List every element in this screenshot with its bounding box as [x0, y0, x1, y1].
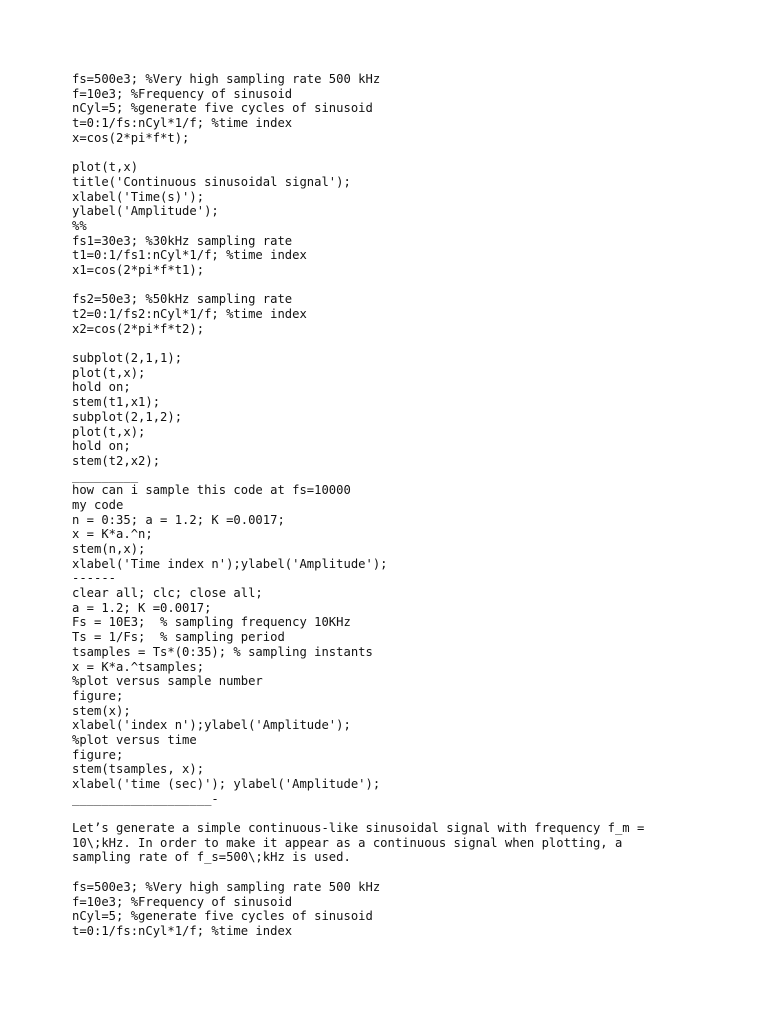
text-line: figure; [72, 688, 124, 703]
text-line: t1=0:1/fs1:nCyl*1/f; %time index [72, 248, 307, 263]
text-line: my code [72, 497, 124, 512]
text-line: x = K*a.^tsamples; [72, 659, 205, 674]
text-line: tsamples = Ts*(0:35); % sampling instants [72, 644, 373, 659]
text-line: %plot versus sample number [72, 674, 263, 689]
text-line: a = 1.2; K =0.0017; [72, 600, 212, 615]
text-line: xlabel('index n');ylabel('Amplitude'); [72, 718, 351, 733]
blank-line [72, 336, 712, 351]
text-line: x=cos(2*pi*f*t); [72, 130, 190, 145]
text-line: f=10e3; %Frequency of sinusoid [72, 894, 293, 909]
text-line: ylabel('Amplitude'); [72, 204, 219, 219]
text-line: hold on; [72, 380, 131, 395]
text-line: clear all; clc; close all; [72, 586, 263, 601]
blank-line [72, 806, 712, 821]
text-line: f=10e3; %Frequency of sinusoid [72, 86, 293, 101]
text-line: x1=cos(2*pi*f*t1); [72, 262, 205, 277]
text-line: how can i sample this code at fs=10000 [72, 483, 351, 498]
text-line: plot(t,x); [72, 424, 146, 439]
text-line: Fs = 10E3; % sampling frequency 10KHz [72, 615, 351, 630]
text-line: stem(tsamples, x); [72, 762, 205, 777]
text-line: stem(t2,x2); [72, 453, 161, 468]
text-line: fs=500e3; %Very high sampling rate 500 kHz [72, 72, 381, 86]
text-line: Let’s generate a simple continuous-like sinusoidal signal with frequency f_m = [72, 821, 645, 836]
text-line: fs=500e3; %Very high sampling rate 500 kHz [72, 879, 381, 894]
text-line: figure; [72, 747, 124, 762]
text-line: plot(t,x); [72, 365, 146, 380]
text-line: 10\;kHz. In order to make it appear as a continuous signal when plotting, a [72, 835, 623, 850]
text-line: ------ [72, 571, 117, 586]
blank-line [72, 278, 712, 293]
text-line: stem(x); [72, 703, 131, 718]
text-line: %% [72, 218, 87, 233]
text-line: stem(n,x); [72, 542, 146, 556]
text-line: sampling rate of f_s=500\;kHz is used. [72, 850, 351, 865]
text-line: t=0:1/fs:nCyl*1/f; %time index [72, 116, 293, 131]
code-text-block [72, 72, 712, 939]
text-line: x2=cos(2*pi*f*t2); [72, 321, 205, 336]
text-line: fs2=50e3; %50kHz sampling rate [72, 292, 293, 307]
text-line: fs1=30e3; %30kHz sampling rate [72, 233, 293, 248]
text-line: hold on; [72, 439, 131, 454]
text-line: subplot(2,1,2); [72, 409, 183, 424]
text-line: xlabel('time (sec)'); ylabel('Amplitude'); [72, 777, 381, 791]
text-line: t2=0:1/fs2:nCyl*1/f; %time index [72, 307, 307, 321]
text-line: title('Continuous sinusoidal signal'); [72, 174, 351, 189]
text-line: _________ [72, 468, 139, 483]
text-line: nCyl=5; %generate five cycles of sinusoid [72, 909, 373, 924]
blank-line [72, 145, 712, 160]
blank-line [72, 865, 712, 880]
text-line: subplot(2,1,1); [72, 351, 183, 366]
text-line: x = K*a.^n; [72, 527, 153, 542]
text-line: Ts = 1/Fs; % sampling period [72, 630, 285, 645]
text-line: plot(t,x) [72, 160, 139, 175]
text-line: %plot versus time [72, 732, 197, 747]
text-line: stem(t1,x1); [72, 395, 161, 410]
text-line: ___________________- [72, 791, 219, 806]
text-line: nCyl=5; %generate five cycles of sinusoid [72, 101, 373, 116]
text-line: t=0:1/fs:nCyl*1/f; %time index [72, 923, 293, 938]
text-line: xlabel('Time index n');ylabel('Amplitude'); [72, 556, 388, 571]
text-line: n = 0:35; a = 1.2; K =0.0017; [72, 512, 285, 527]
text-line: xlabel('Time(s)'); [72, 189, 205, 204]
